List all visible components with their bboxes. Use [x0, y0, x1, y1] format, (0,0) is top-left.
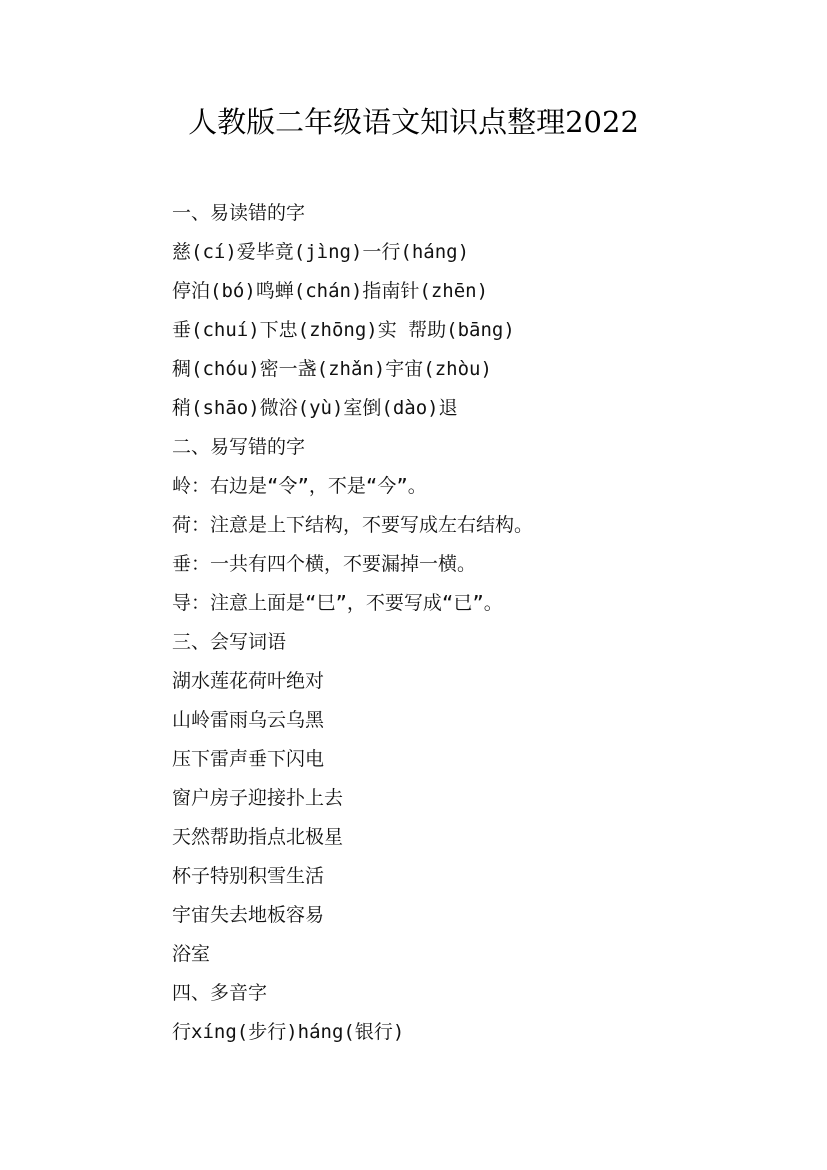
text-line: 慈(cí)爱毕竟(jìng)一行(háng)	[172, 241, 470, 263]
text-line: 湖水莲花荷叶绝对	[172, 670, 325, 692]
text-line: 压下雷声垂下闪电	[172, 748, 325, 770]
text-line: 岭：右边是“令”，不是“今”。	[172, 475, 427, 497]
text-line: 垂：一共有四个横，不要漏掉一横。	[172, 553, 477, 575]
text-line: 稍(shāo)微浴(yù)室倒(dào)退	[172, 397, 458, 419]
text-line: 导：注意上面是“巳”，不要写成“已”。	[172, 592, 503, 614]
section-heading-1: 一、易读错的字	[172, 202, 306, 224]
text-line: 浴室	[172, 943, 211, 965]
text-line: 窗户房子迎接扑上去	[172, 787, 344, 809]
text-line: 宇宙失去地板容易	[172, 904, 325, 926]
text-line: 稠(chóu)密一盏(zhǎn)宇宙(zhòu)	[172, 358, 492, 380]
document-body	[172, 194, 792, 1052]
section-heading-4: 四、多音字	[172, 982, 268, 1004]
text-line: 杯子特别积雪生活	[172, 865, 325, 887]
text-line: 荷：注意是上下结构，不要写成左右结构。	[172, 514, 534, 536]
text-line: 山岭雷雨乌云乌黑	[172, 709, 325, 731]
section-heading-3: 三、会写词语	[172, 631, 287, 653]
text-line: 行xíng(步行)háng(银行)	[172, 1021, 405, 1043]
text-line: 垂(chuí)下忠(zhōng)实 帮助(bāng)	[172, 319, 515, 341]
section-heading-2: 二、易写错的字	[172, 436, 306, 458]
text-line: 天然帮助指点北极星	[172, 826, 344, 848]
document-title: 人教版二年级语文知识点整理2022	[188, 105, 639, 139]
text-line: 停泊(bó)鸣蝉(chán)指南针(zhēn)	[172, 280, 489, 302]
